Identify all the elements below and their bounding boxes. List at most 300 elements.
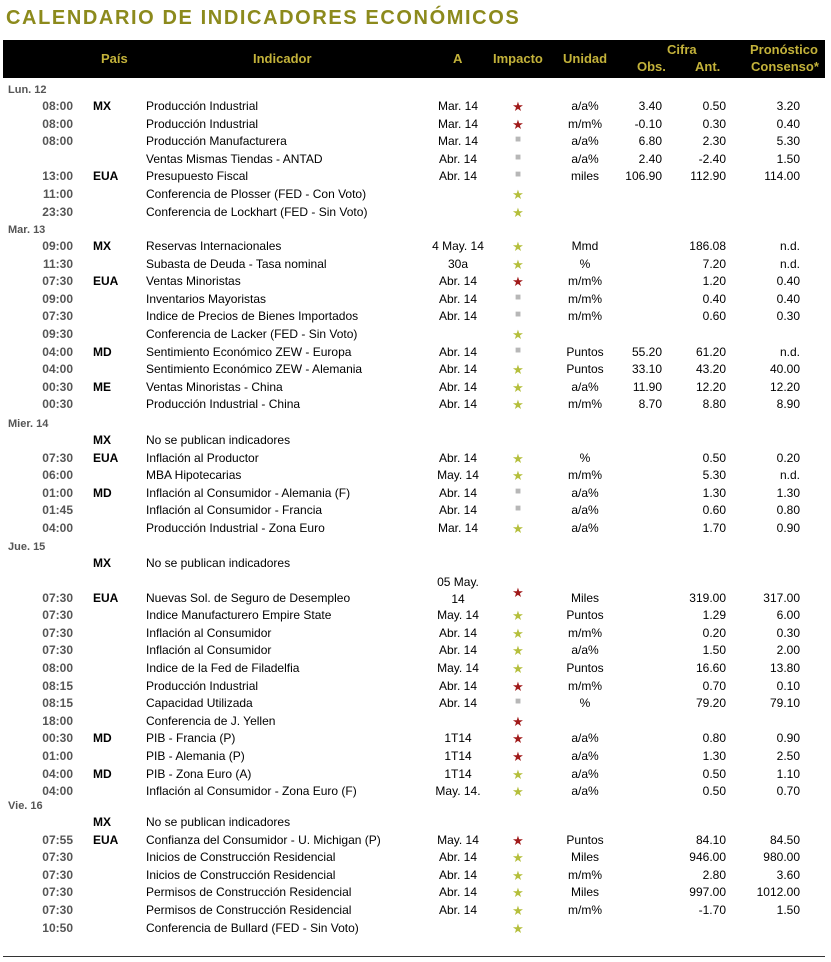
row-period: 1T14 [444, 731, 472, 746]
row-country: MD [93, 731, 112, 746]
row-period: Mar. 14 [437, 99, 479, 113]
row-period: Abr. 14 [438, 344, 478, 359]
table-row [0, 99, 831, 116]
row-ant: 12.20 [695, 379, 726, 394]
table-row [0, 696, 831, 713]
row-indicator: Permisos de Construcción Residencial [146, 903, 352, 917]
row-consensus: 84.50 [769, 832, 800, 847]
row-ant: 43.20 [695, 362, 726, 377]
grey-square-icon: ■ [514, 503, 522, 515]
green-star-icon: ★ [512, 239, 524, 254]
row-obs: 6.80 [638, 134, 662, 149]
row-indicator: Presupuesto Fiscal [146, 169, 249, 184]
day-label: Vie. 16 [8, 800, 43, 812]
row-unit: m/m% [568, 678, 602, 693]
table-row [0, 815, 831, 832]
table-row [0, 134, 831, 151]
green-star-icon: ★ [512, 204, 524, 220]
row-indicator: PIB - Zona Euro (A) [146, 766, 252, 781]
row-consensus: 13.80 [769, 661, 800, 675]
row-consensus: 3.60 [776, 867, 800, 882]
row-indicator: PIB - Alemania (P) [146, 749, 245, 763]
row-indicator: Confianza del Consumidor - U. Michigan (P) [146, 832, 381, 847]
row-consensus: 0.70 [776, 784, 800, 799]
row-ant: 319.00 [689, 590, 726, 605]
row-unit: m/m% [568, 274, 602, 289]
row-period: Abr. 14 [438, 903, 478, 917]
table-row [0, 187, 831, 204]
row-indicator: Subasta de Deuda - Tasa nominal [146, 256, 327, 271]
table-row [0, 868, 831, 885]
row-period: Abr. 14 [438, 291, 478, 306]
row-country: MD [93, 485, 112, 500]
row-indicator: No se publican indicadores [146, 556, 291, 570]
grey-square-icon: ■ [514, 485, 522, 497]
table-row [0, 169, 831, 186]
row-indicator: Sentimiento Económico ZEW - Europa [146, 344, 352, 359]
row-time: 08:00 [42, 134, 73, 149]
row-indicator: Sentimiento Económico ZEW - Alemania [146, 362, 363, 377]
green-star-icon: ★ [512, 256, 524, 272]
table-row [0, 626, 831, 643]
row-unit: m/m% [568, 903, 602, 917]
green-star-icon: ★ [512, 187, 524, 202]
table-row [0, 850, 831, 867]
row-ant: 1.70 [702, 521, 726, 535]
row-consensus: 3.20 [776, 99, 800, 113]
row-period: Abr. 14 [438, 850, 478, 865]
row-ant: 0.60 [702, 503, 726, 518]
row-unit: a/a% [571, 134, 599, 149]
red-star-icon: ★ [512, 99, 524, 114]
row-consensus: 0.30 [776, 625, 800, 640]
row-unit: m/m% [568, 397, 602, 412]
row-consensus: 1.10 [776, 766, 800, 781]
row-period: Abr. 14 [438, 885, 478, 900]
row-consensus: n.d. [779, 256, 800, 271]
table-row [0, 608, 831, 625]
row-indicator: Conferencia de Lacker (FED - Sin Voto) [146, 327, 358, 341]
table-row [0, 274, 831, 291]
row-ant: 997.00 [689, 885, 726, 900]
row-period: Abr. 14 [438, 625, 478, 640]
row-time: 08:00 [42, 661, 73, 675]
row-country: MX [93, 239, 111, 253]
row-indicator: Conferencia de Lockhart (FED - Sin Voto) [146, 204, 368, 219]
row-unit: a/a% [571, 749, 599, 763]
table-row [0, 362, 831, 379]
table-row [0, 397, 831, 414]
header-ant: Ant. [695, 59, 721, 74]
table-row [0, 731, 831, 748]
row-ant: 112.90 [690, 169, 726, 184]
table-row [0, 327, 831, 344]
grey-square-icon: ■ [514, 169, 522, 181]
table-row [0, 292, 831, 309]
header-a: A [453, 51, 463, 66]
row-indicator: Conferencia de Bullard (FED - Sin Voto) [146, 920, 359, 935]
row-time: 06:00 [42, 468, 73, 483]
row-time: 09:00 [42, 291, 73, 306]
row-time: 18:00 [42, 713, 73, 728]
row-time: 11:00 [42, 187, 73, 201]
table-row [0, 556, 831, 573]
green-star-icon: ★ [512, 903, 524, 918]
row-consensus: 0.40 [776, 291, 800, 306]
row-time: 07:30 [42, 450, 73, 465]
grey-square-icon: ■ [514, 344, 522, 356]
row-unit: Puntos [566, 832, 604, 847]
row-time: 07:30 [42, 850, 73, 865]
row-unit: Puntos [566, 344, 604, 359]
row-consensus: 317.00 [763, 590, 800, 605]
table-row [0, 784, 831, 801]
row-country: MX [93, 815, 111, 829]
row-time: 08:15 [42, 678, 73, 693]
row-consensus: 0.20 [776, 450, 800, 465]
row-obs: 3.40 [638, 99, 662, 113]
row-indicator: MBA Hipotecarias [146, 468, 242, 483]
table-row [0, 380, 831, 397]
row-ant: 0.70 [702, 678, 726, 693]
row-consensus: 1012.00 [756, 885, 800, 900]
row-country: EUA [93, 274, 119, 289]
row-unit: a/a% [571, 784, 599, 799]
row-unit: % [579, 450, 591, 465]
row-period: Abr. 14 [438, 397, 478, 412]
table-row [0, 486, 831, 503]
row-consensus: 6.00 [776, 608, 800, 623]
row-ant: 7.20 [702, 256, 726, 271]
row-period: 4 May. 14 [432, 239, 484, 253]
row-unit: a/a% [571, 503, 599, 518]
row-consensus: 0.90 [776, 731, 800, 746]
table-row [0, 833, 831, 850]
row-unit: m/m% [568, 468, 602, 483]
row-time: 04:00 [42, 362, 73, 377]
row-period: Abr. 14 [438, 503, 478, 518]
table-row [0, 345, 831, 362]
row-indicator: Producción Industrial [146, 99, 259, 113]
row-indicator: Conferencia de Plosser (FED - Con Voto) [146, 187, 367, 201]
table-row [0, 451, 831, 468]
row-consensus: n.d. [779, 468, 800, 483]
table-row [0, 117, 831, 134]
row-ant: 0.30 [702, 116, 726, 131]
row-period: Abr. 14 [438, 274, 478, 289]
row-country: MX [93, 433, 111, 447]
row-unit: Puntos [566, 362, 604, 377]
row-ant: 0.50 [702, 99, 726, 113]
row-indicator: Inicios de Construcción Residencial [146, 867, 336, 882]
table-row [0, 885, 831, 902]
row-time: 23:30 [42, 204, 73, 219]
header-indicador: Indicador [253, 51, 312, 66]
row-unit: % [579, 696, 591, 711]
row-indicator: Inflación al Consumidor - Francia [146, 503, 323, 518]
table-row [0, 521, 831, 538]
row-country: ME [93, 379, 111, 394]
row-consensus: 8.90 [776, 397, 800, 412]
row-indicator: Nuevas Sol. de Seguro de Desempleo [146, 590, 351, 605]
row-period: Abr. 14 [438, 678, 478, 693]
row-unit: Mmd [571, 239, 599, 253]
row-ant: 84.10 [695, 832, 726, 847]
row-time: 04:00 [42, 521, 73, 535]
row-ant: 1.20 [702, 274, 726, 289]
row-time: 07:30 [42, 274, 73, 289]
row-obs: 55.20 [631, 344, 662, 359]
bottom-rule [3, 956, 825, 957]
row-time: 07:30 [42, 885, 73, 900]
table-row [0, 257, 831, 274]
row-time: 07:30 [42, 309, 73, 324]
row-unit: m/m% [568, 625, 602, 640]
green-star-icon: ★ [512, 850, 524, 866]
row-indicator: Producción Manufacturera [146, 134, 287, 149]
grey-square-icon: ■ [514, 134, 522, 146]
table-row [0, 205, 831, 222]
row-time: 04:00 [42, 784, 73, 799]
row-obs: 11.90 [632, 379, 662, 394]
green-star-icon: ★ [512, 397, 524, 413]
row-time: 11:30 [42, 256, 73, 271]
row-consensus: 0.40 [776, 116, 800, 131]
day-label: Mar. 13 [8, 224, 46, 236]
grey-square-icon: ■ [514, 151, 522, 163]
green-star-icon: ★ [512, 920, 524, 936]
row-country: MX [93, 99, 111, 113]
row-indicator: Inflación al Consumidor [146, 625, 272, 640]
row-period: May. 14 [437, 832, 479, 847]
table-row [0, 433, 831, 450]
row-indicator: No se publican indicadores [146, 433, 291, 447]
table-row [0, 661, 831, 678]
table-row [0, 468, 831, 485]
row-indicator: Inflación al Productor [146, 450, 259, 465]
row-unit: m/m% [568, 309, 602, 324]
row-period: May. 14 [437, 661, 479, 675]
row-time: 07:30 [42, 608, 73, 623]
header-unidad: Unidad [563, 51, 608, 66]
row-period: Abr. 14 [438, 450, 478, 465]
row-indicator: Inflación al Consumidor [146, 643, 272, 658]
day-label: Mier. 14 [8, 418, 49, 430]
row-ant: 0.40 [702, 291, 726, 306]
row-period: 1T14 [444, 749, 472, 763]
row-country: EUA [93, 590, 119, 605]
row-ant: 16.60 [695, 661, 726, 675]
row-time: 13:00 [42, 169, 73, 184]
row-time: 00:30 [42, 379, 73, 394]
row-country: EUA [93, 450, 119, 465]
row-time: 08:15 [42, 696, 73, 711]
row-obs: 2.40 [638, 151, 662, 166]
row-indicator: Inflación al Consumidor - Alemania (F) [146, 485, 351, 500]
row-obs: -0.10 [634, 116, 662, 131]
row-time: 07:30 [42, 903, 73, 917]
row-period: Abr. 14 [438, 169, 478, 184]
green-star-icon: ★ [512, 379, 524, 395]
row-ant: 5.30 [702, 468, 726, 483]
row-period: Abr. 14 [438, 485, 478, 500]
green-star-icon: ★ [512, 625, 524, 641]
row-ant: 946.00 [689, 850, 726, 865]
row-ant: 0.80 [702, 731, 726, 746]
row-consensus: 0.90 [776, 521, 800, 535]
green-star-icon: ★ [512, 327, 524, 342]
row-unit: % [579, 256, 591, 271]
row-unit: Puntos [566, 661, 604, 675]
row-time: 07:30 [42, 867, 73, 882]
row-period: Abr. 14 [438, 643, 478, 658]
row-period: Abr. 14 [438, 696, 478, 711]
row-ant: 0.60 [702, 309, 726, 324]
row-obs: 33.10 [631, 362, 662, 377]
row-time: 07:30 [42, 590, 73, 605]
row-consensus: 79.10 [769, 696, 800, 711]
row-consensus: 114.00 [764, 169, 800, 184]
table-row [0, 679, 831, 696]
row-indicator: Inventarios Mayoristas [146, 291, 267, 306]
row-period: May. 14 [437, 468, 479, 483]
row-unit: m/m% [568, 116, 602, 131]
red-star-icon: ★ [512, 116, 524, 132]
grey-square-icon: ■ [514, 696, 522, 708]
table-row [0, 643, 831, 660]
row-indicator: Ventas Mismas Tiendas - ANTAD [146, 151, 323, 166]
row-ant: 1.30 [702, 485, 726, 500]
row-period: Abr. 14 [438, 867, 478, 882]
green-star-icon: ★ [512, 661, 524, 676]
row-indicator: Capacidad Utilizada [146, 696, 253, 711]
row-consensus: 40.00 [769, 362, 800, 377]
row-indicator: Reservas Internacionales [146, 239, 282, 253]
row-indicator: Indice de Precios de Bienes Importados [146, 309, 359, 324]
row-country: EUA [93, 832, 119, 847]
row-ant: -1.70 [698, 903, 726, 917]
row-unit: miles [570, 169, 599, 184]
green-star-icon: ★ [512, 643, 524, 659]
row-ant: 186.08 [689, 239, 726, 253]
row-indicator: Producción Industrial - China [146, 397, 301, 412]
row-consensus: 0.40 [776, 274, 800, 289]
red-star-icon: ★ [512, 832, 524, 848]
row-unit: Miles [570, 850, 599, 865]
row-time: 01:00 [42, 749, 73, 763]
grey-square-icon: ■ [514, 291, 522, 303]
row-period: Mar. 14 [437, 521, 479, 535]
table-row [0, 574, 831, 608]
row-ant: 2.80 [702, 867, 726, 882]
red-star-icon: ★ [512, 678, 524, 694]
green-star-icon: ★ [512, 766, 524, 782]
row-time: 04:00 [42, 344, 73, 359]
row-unit: a/a% [571, 151, 599, 166]
green-star-icon: ★ [512, 450, 524, 466]
row-consensus: 2.50 [776, 749, 800, 763]
row-time: 04:00 [42, 766, 73, 781]
row-unit: m/m% [568, 867, 602, 882]
table-row [0, 503, 831, 520]
green-star-icon: ★ [512, 784, 524, 800]
row-indicator: Producción Industrial [146, 678, 259, 693]
row-unit: Miles [570, 590, 599, 605]
row-period: Abr. 14 [438, 379, 478, 394]
row-consensus: 2.00 [776, 643, 800, 658]
row-indicator: Inflación al Consumidor - Zona Euro (F) [146, 784, 357, 799]
row-ant: 0.20 [702, 625, 726, 640]
row-unit: a/a% [571, 99, 599, 113]
row-time: 09:30 [42, 327, 73, 341]
row-ant: 79.20 [695, 696, 726, 711]
row-indicator: Permisos de Construcción Residencial [146, 885, 352, 900]
row-time: 09:00 [42, 239, 73, 253]
row-period: 30a [447, 256, 469, 271]
table-row [0, 309, 831, 326]
header-pais: País [101, 51, 128, 66]
red-star-icon: ★ [512, 713, 524, 729]
row-period: Mar. 14 [437, 134, 479, 149]
row-period: 1T14 [444, 766, 472, 781]
green-star-icon: ★ [512, 468, 524, 484]
row-unit: a/a% [571, 731, 599, 746]
row-country: MD [93, 766, 112, 781]
header-obs: Obs. [637, 59, 666, 74]
row-indicator: Indice Manufacturero Empire State [146, 608, 332, 623]
row-consensus: 0.10 [776, 678, 800, 693]
table-row [0, 749, 831, 766]
table-row [0, 152, 831, 169]
grey-square-icon: ■ [514, 309, 522, 321]
row-consensus: 1.50 [776, 903, 800, 917]
row-consensus: n.d. [779, 344, 800, 359]
row-unit: m/m% [568, 291, 602, 306]
table-row [0, 903, 831, 920]
row-consensus: 5.30 [776, 134, 800, 149]
green-star-icon: ★ [512, 362, 524, 378]
red-star-icon: ★ [512, 274, 524, 290]
green-star-icon: ★ [512, 521, 524, 536]
row-period: Abr. 14 [438, 309, 478, 324]
row-indicator: No se publican indicadores [146, 815, 291, 829]
row-unit: a/a% [571, 766, 599, 781]
row-ant: 1.29 [702, 608, 726, 623]
row-period: May. 14. [435, 784, 481, 799]
row-consensus: 0.30 [776, 309, 800, 324]
row-period: May. 14 [437, 608, 479, 623]
green-star-icon: ★ [512, 885, 524, 901]
row-consensus: 980.00 [763, 850, 800, 865]
row-unit: Puntos [566, 608, 604, 623]
row-time: 08:00 [42, 116, 73, 131]
row-consensus: 1.50 [776, 151, 800, 166]
page-title: CALENDARIO DE INDICADORES ECONÓMICOS [6, 7, 521, 29]
row-ant: 1.50 [702, 643, 726, 658]
row-time: 07:30 [42, 643, 73, 658]
row-time: 01:45 [42, 503, 73, 518]
row-time: 10:50 [42, 920, 73, 935]
row-unit: a/a% [571, 379, 599, 394]
row-unit: a/a% [571, 485, 599, 500]
row-period: 05 May. 14 [437, 574, 479, 606]
row-obs: 106.90 [625, 169, 662, 184]
row-ant: -2.40 [698, 151, 726, 166]
row-indicator: Producción Industrial [146, 116, 259, 131]
row-obs: 8.70 [638, 397, 662, 412]
day-label: Jue. 15 [8, 541, 46, 553]
header-cifra: Cifra [667, 42, 697, 57]
